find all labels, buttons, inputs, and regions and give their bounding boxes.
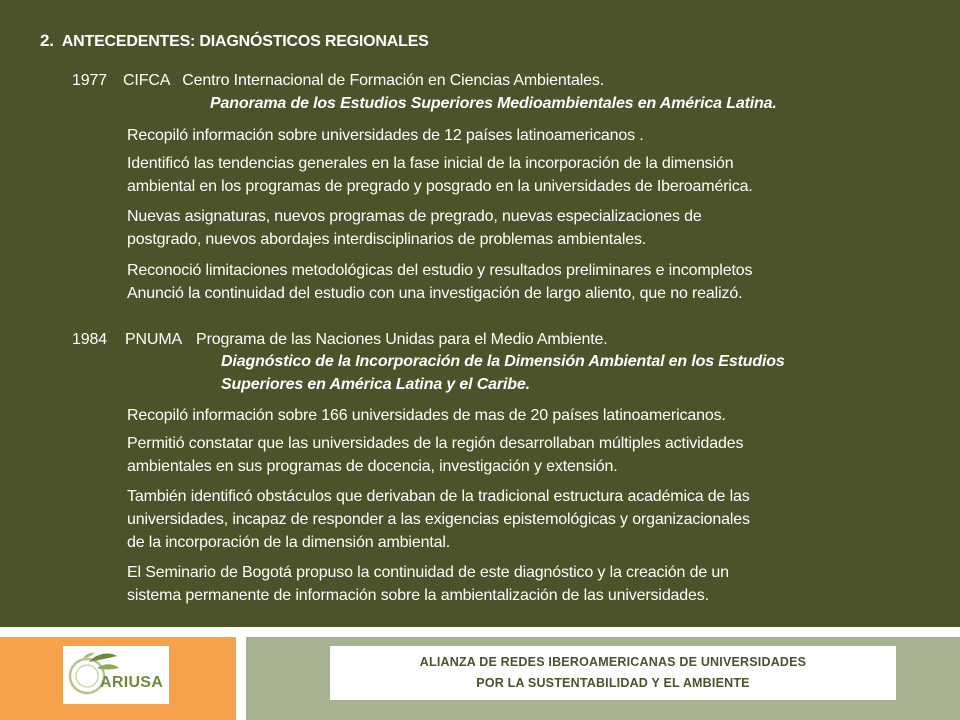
entry-header-1984	[72, 328, 608, 351]
alliance-line: POR LA SUSTENTABILIDAD Y EL AMBIENTE	[476, 676, 750, 690]
entry-study-title: Panorama de los Estudios Superiores Medioambientales en América Latina.	[210, 95, 777, 112]
entry-header-1977	[72, 69, 604, 92]
entry-paragraph: Nuevas asignaturas, nuevos programas de pregrado, nuevas especializaciones de postgrado, nuevos abordajes interdisciplinarios de problemas ambientales.	[127, 208, 702, 248]
entry-paragraph: Identificó las tendencias generales en la fase inicial de la incorporación de la dimensión ambiental en los programas de pregrado y posgrado en la universidades de Iberoamérica.	[127, 155, 753, 195]
entry-study-title: Superiores en América Latina y el Caribe.	[221, 376, 530, 393]
entry-acronym: CIFCA	[123, 72, 171, 89]
entry-organization: Programa de las Naciones Unidas para el Medio Ambiente.	[196, 331, 608, 348]
entry-paragraph: También identificó obstáculos que derivaban de la tradicional estructura académica de las universidades, incapaz de responder a las exigencias epistemológicas y organizacionales de la incorporación de la dimensión ambiental.	[127, 488, 750, 551]
section-number: 2.	[40, 31, 54, 50]
entry-acronym: PNUMA	[125, 331, 183, 348]
section-title: ANTECEDENTES: DIAGNÓSTICOS REGIONALES	[61, 33, 429, 50]
section-heading	[40, 31, 429, 51]
entry-study-title: Diagnóstico de la Incorporación de la Dimensión Ambiental en los Estudios	[221, 353, 785, 370]
entry-paragraph: Permitió constatar que las universidades de la región desarrollaban múltiples actividades ambientales en sus programas de docencia, investigación y extensión.	[127, 435, 744, 475]
alliance-line: ALIANZA DE REDES IBEROAMERICANAS DE UNIVERSIDADES	[419, 655, 807, 669]
entry-year: 1984	[72, 331, 107, 348]
entry-paragraph: Recopiló información sobre 166 universidades de mas de 20 países latinoamericanos.	[127, 407, 726, 424]
entry-organization: Centro Internacional de Formación en Ciencias Ambientales.	[182, 72, 605, 89]
entry-paragraph: El Seminario de Bogotá propuso la continuidad de este diagnóstico y la creación de un sistema permanente de información sobre la ambientalización de las universidades.	[127, 564, 729, 604]
entry-paragraph: Recopiló información sobre universidades de 12 países latinoamericanos .	[127, 127, 644, 144]
logo-wordmark: ARIUSA	[100, 674, 164, 691]
ariusa-logo	[63, 646, 169, 704]
alliance-banner	[330, 646, 896, 700]
entry-paragraph: Reconoció limitaciones metodológicas del estudio y resultados preliminares e incompletos Anunció la continuidad del estudio con una investigación de largo aliento, que no realizó.	[127, 262, 753, 302]
entry-year: 1977	[72, 72, 107, 89]
